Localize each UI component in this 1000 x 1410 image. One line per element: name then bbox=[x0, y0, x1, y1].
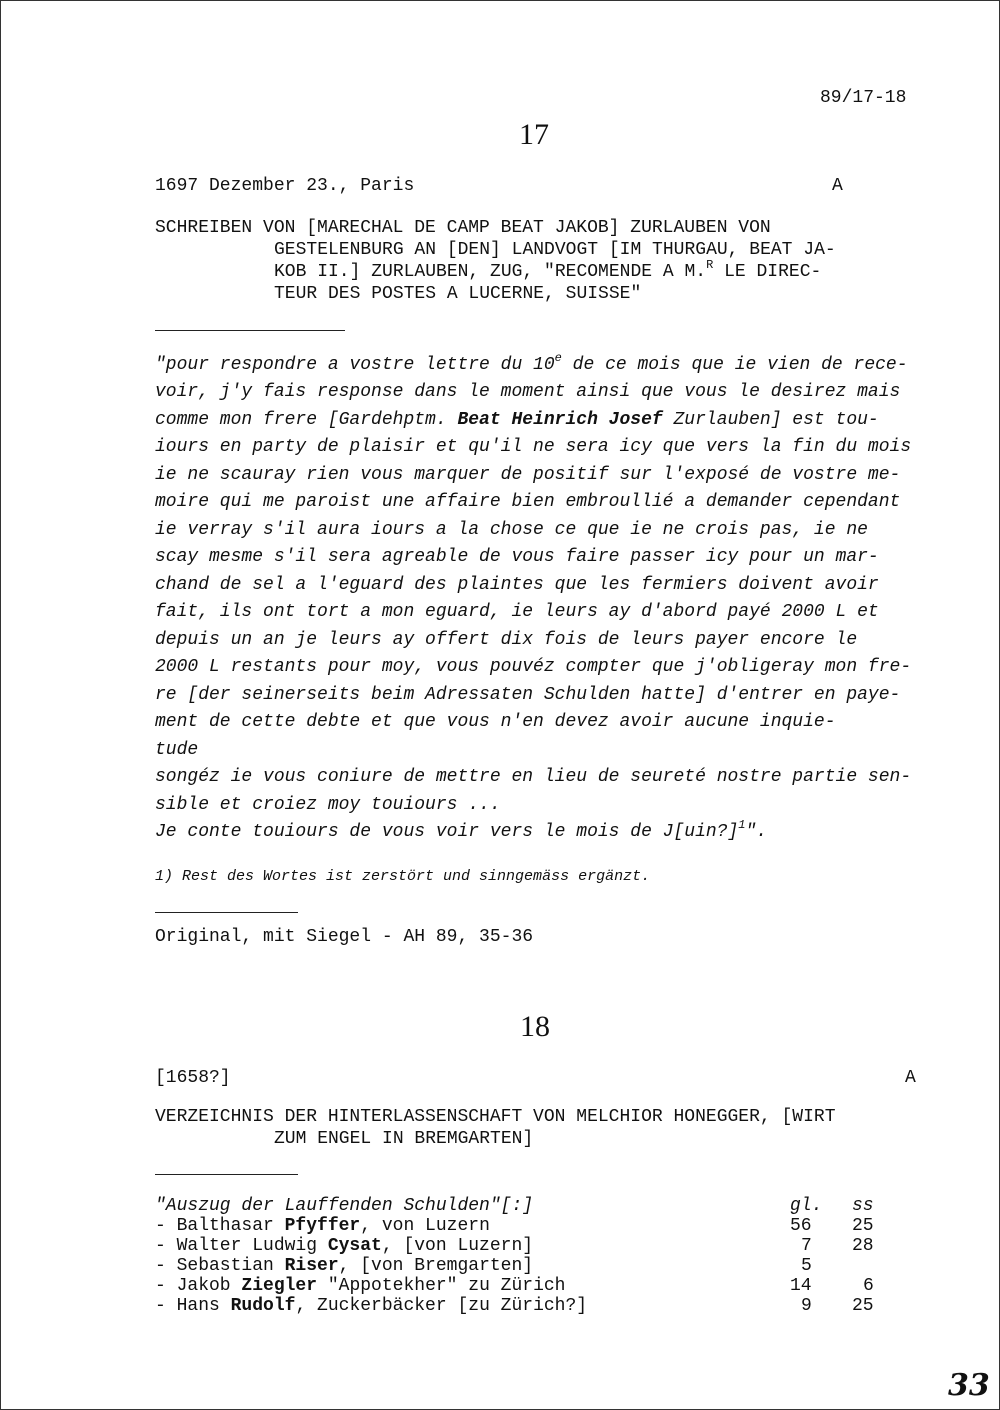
separator-rule bbox=[155, 330, 345, 331]
surname: Rudolf bbox=[230, 1296, 296, 1316]
doc17-title-line: TEUR DES POSTES A LUCERNE, SUISSE" bbox=[274, 284, 642, 304]
doc17-source: Original, mit Siegel - AH 89, 35-36 bbox=[155, 927, 534, 947]
body-line-text: Je conte touiours de vous voir vers le mois de J[uin?] bbox=[155, 822, 739, 842]
body-line: iours en party de plaisir et qu'il ne sera icy que vers la fin du mois bbox=[155, 437, 912, 457]
amount-gl: 9 bbox=[801, 1296, 812, 1316]
doc17-title-superscript: R bbox=[706, 258, 714, 272]
amount-gl: 56 bbox=[790, 1216, 812, 1236]
body-line: ment de cette debte et que vous n'en devez avoir aucune inquie- bbox=[155, 712, 836, 732]
table-header-label: "Auszug der Lauffenden Schulden"[:] bbox=[155, 1196, 534, 1216]
surname: Riser bbox=[284, 1256, 339, 1276]
name-post: , [von Luzern] bbox=[381, 1236, 534, 1256]
amount-gl: 7 bbox=[801, 1236, 812, 1256]
body-line: sible et croiez moy touiours ... bbox=[155, 795, 501, 815]
bold-name: Beat Heinrich Josef bbox=[457, 410, 663, 430]
body-line: tude bbox=[155, 740, 199, 760]
body-line: depuis un an je leurs ay offert dix fois de leurs payer encore le bbox=[155, 630, 858, 650]
surname: Pfyffer bbox=[284, 1216, 361, 1236]
name-pre: - Walter Ludwig bbox=[155, 1236, 328, 1256]
body-line-tail: ". bbox=[745, 822, 768, 842]
doc17-date-place: 1697 Dezember 23., Paris bbox=[155, 176, 415, 196]
surname: Ziegler bbox=[241, 1276, 318, 1296]
handwritten-page-stamp: 33 bbox=[948, 1368, 990, 1403]
name-pre: - Balthasar bbox=[155, 1216, 285, 1236]
body-line-tail: de ce mois que ie vien de rece- bbox=[561, 355, 908, 375]
name-pre: - Sebastian bbox=[155, 1256, 285, 1276]
amount-gl: 5 bbox=[801, 1256, 812, 1276]
amount-ss: 25 bbox=[852, 1296, 874, 1316]
doc17-title-line: GESTELENBURG AN [DEN] LANDVOGT [IM THURGAU, BEAT JA- bbox=[274, 240, 836, 260]
doc18-title-line: ZUM ENGEL IN BREMGARTEN] bbox=[274, 1129, 534, 1149]
name-pre: - Jakob bbox=[155, 1276, 242, 1296]
doc18-title-line: VERZEICHNIS DER HINTERLASSENSCHAFT VON MELCHIOR HONEGGER, [WIRT bbox=[155, 1107, 836, 1127]
body-line: re [der seinerseits beim Adressaten Schulden hatte] d'entrer en paye- bbox=[155, 685, 901, 705]
body-line: songéz ie vous coniure de mettre en lieu de seureté nostre partie sen- bbox=[155, 767, 912, 787]
footnote-marker: 1 bbox=[738, 818, 746, 832]
doc17-marker: A bbox=[832, 176, 843, 196]
name-post: , von Luzern bbox=[360, 1216, 490, 1236]
body-line: chand de sel a l'eguard des plaintes que les fermiers doivent avoir bbox=[155, 575, 879, 595]
body-line-tail: Zurlauben] est tou- bbox=[662, 410, 879, 430]
name-pre: - Hans bbox=[155, 1296, 231, 1316]
doc18-marker: A bbox=[905, 1068, 916, 1088]
doc18-date-place: [1658?] bbox=[155, 1068, 231, 1088]
body-line: voir, j'y fais response dans le moment ainsi que vous le desirez mais bbox=[155, 382, 901, 402]
body-line: moire qui me paroist une affaire bien embroullié a demander cependant bbox=[155, 492, 901, 512]
name-post: , Zuckerbäcker [zu Zürich?] bbox=[295, 1296, 588, 1316]
page-reference: 89/17-18 bbox=[820, 88, 907, 108]
amount-ss: 25 bbox=[852, 1216, 874, 1236]
creditor-name bbox=[155, 1256, 533, 1276]
body-line: scay mesme s'il sera agreable de vous faire passer icy pour un mar- bbox=[155, 547, 879, 567]
doc17-title-line-tail: LE DIREC- bbox=[724, 262, 822, 282]
table-header-gl: gl. bbox=[790, 1196, 823, 1216]
table-header-ss: ss bbox=[852, 1196, 874, 1216]
creditor-name bbox=[155, 1216, 490, 1236]
superscript: e bbox=[554, 351, 562, 365]
surname: Cysat bbox=[327, 1236, 382, 1256]
creditor-name bbox=[155, 1296, 587, 1316]
body-line bbox=[155, 410, 879, 430]
body-line-text: "pour respondre a vostre lettre du 10 bbox=[155, 355, 555, 375]
name-post: "Appotekher" zu Zürich bbox=[317, 1276, 566, 1296]
doc17-title-line-text: KOB II.] ZURLAUBEN, ZUG, "RECOMENDE A M. bbox=[274, 262, 707, 282]
body-line bbox=[155, 818, 768, 842]
document-number-18: 18 bbox=[520, 1010, 550, 1043]
body-line: ie ne scauray rien vous marquer de positif sur l'exposé de vostre me- bbox=[155, 465, 901, 485]
amount-gl: 14 bbox=[790, 1276, 812, 1296]
footnote: 1) Rest des Wortes ist zerstört und sinngemäss ergänzt. bbox=[155, 868, 651, 885]
body-line: 2000 L restants pour moy, vous pouvéz compter que j'obligeray mon fre- bbox=[155, 657, 912, 677]
separator-rule bbox=[155, 912, 298, 913]
body-line: ie verray s'il aura iours a la chose ce que ie ne crois pas, ie ne bbox=[155, 520, 868, 540]
doc17-title-line bbox=[274, 258, 822, 282]
document-number-17: 17 bbox=[519, 118, 549, 151]
doc17-title-line: SCHREIBEN VON [MARECHAL DE CAMP BEAT JAKOB] ZURLAUBEN VON bbox=[155, 218, 771, 238]
body-line: fait, ils ont tort a mon eguard, ie leurs ay d'abord payé 2000 L et bbox=[155, 602, 879, 622]
body-line bbox=[155, 351, 908, 375]
separator-rule bbox=[155, 1174, 298, 1175]
amount-ss: 6 bbox=[863, 1276, 874, 1296]
body-line-text: comme mon frere [Gardehptm. bbox=[155, 410, 458, 430]
creditor-name bbox=[155, 1236, 533, 1256]
creditor-name bbox=[155, 1276, 566, 1296]
name-post: , [von Bremgarten] bbox=[338, 1256, 534, 1276]
amount-ss: 28 bbox=[852, 1236, 874, 1256]
